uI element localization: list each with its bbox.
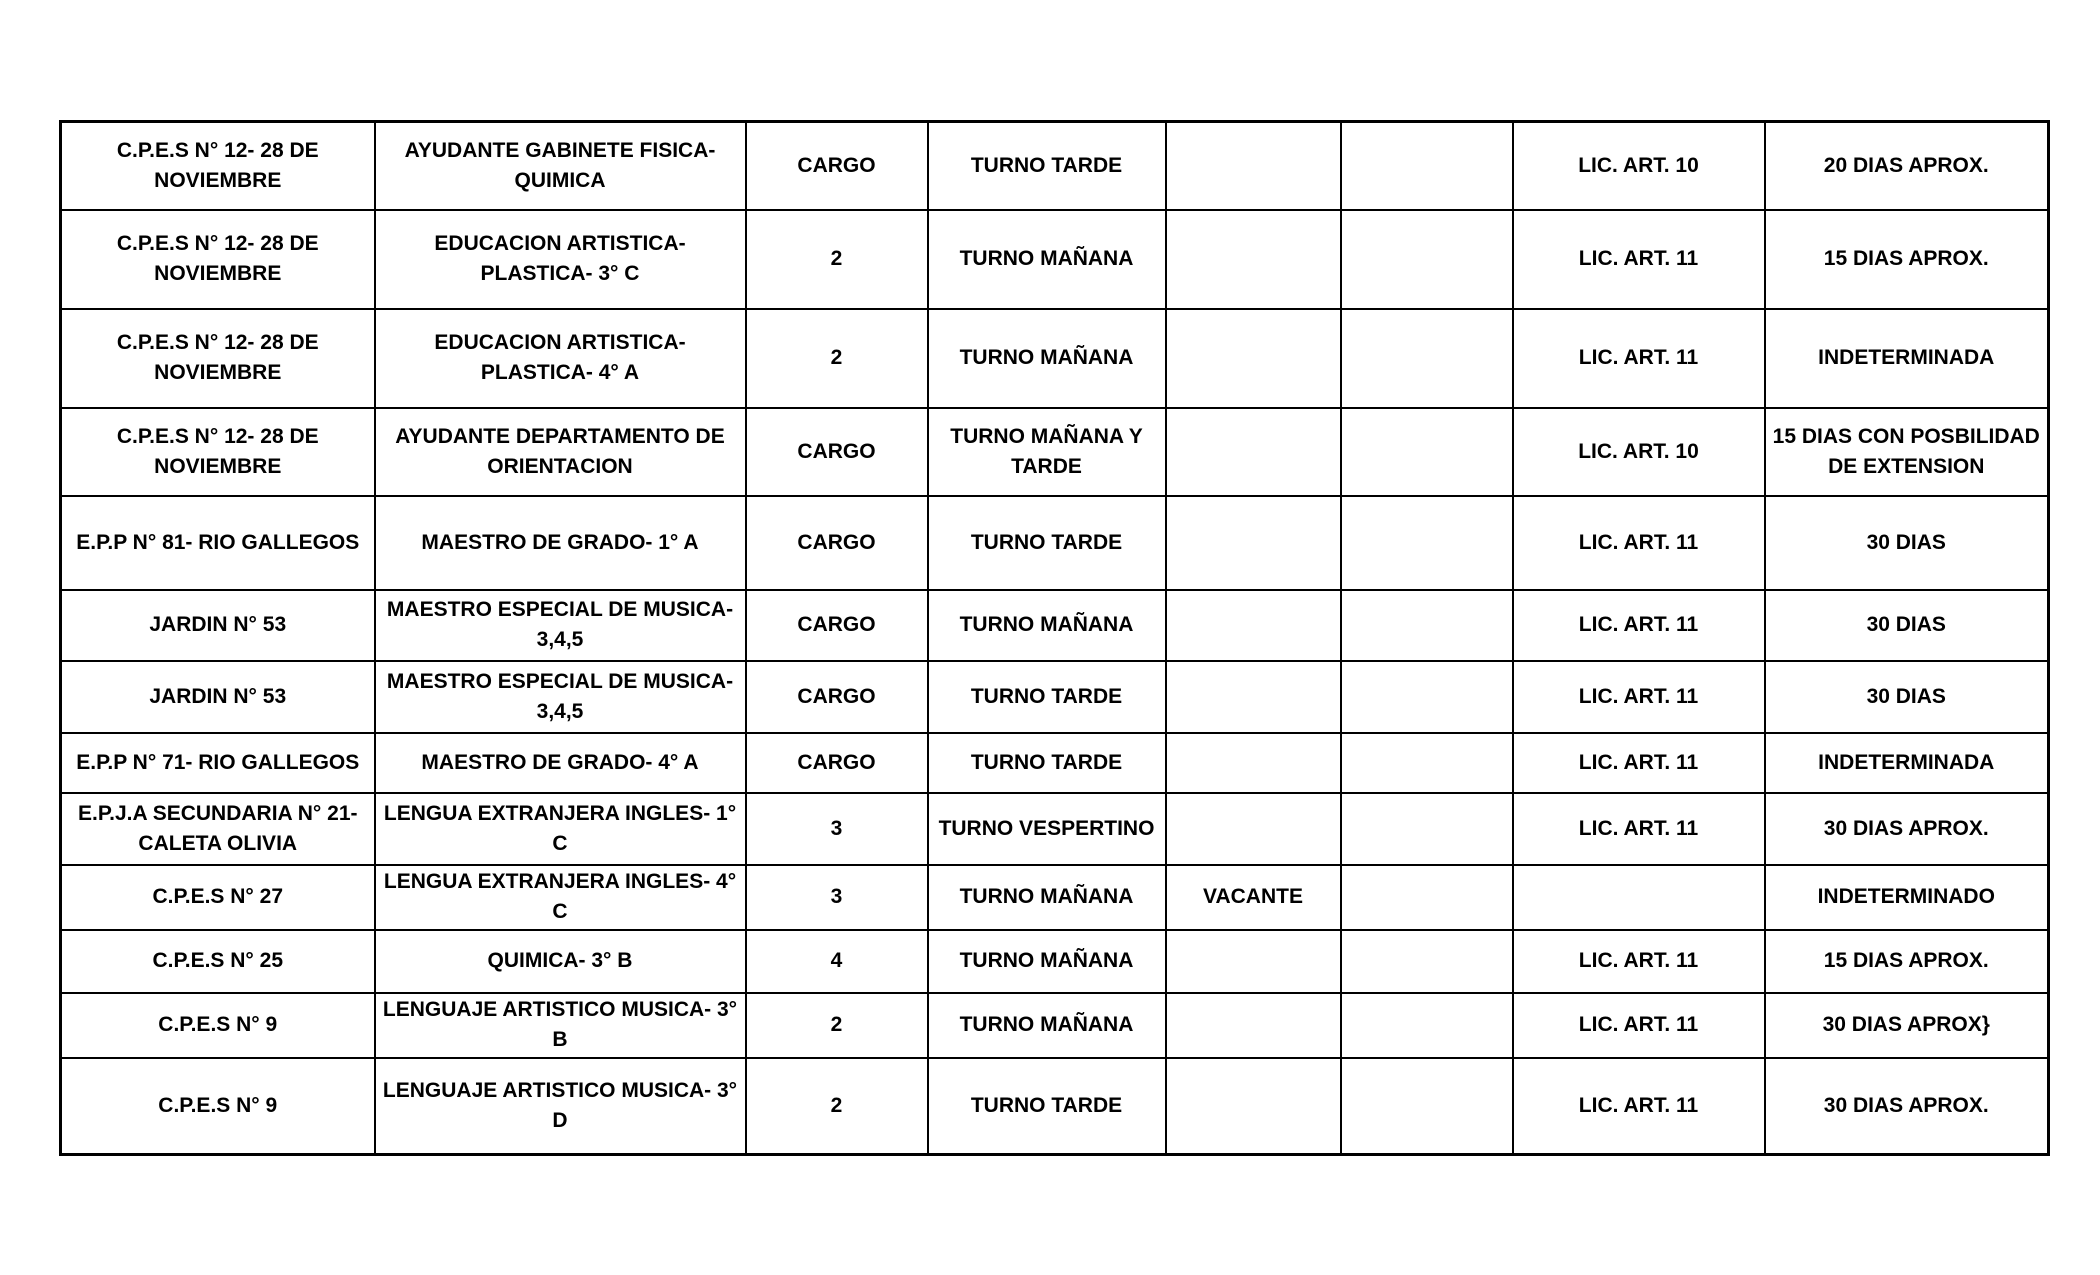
school-cell: C.P.E.S N° 12- 28 DE NOVIEMBRE — [61, 309, 375, 408]
license-cell: LIC. ART. 11 — [1513, 309, 1765, 408]
shift-cell: TURNO TARDE — [928, 733, 1166, 793]
duration-cell: INDETERMINADO — [1765, 865, 2049, 930]
license-cell — [1513, 865, 1765, 930]
license-cell: LIC. ART. 11 — [1513, 590, 1765, 661]
status-cell — [1166, 733, 1341, 793]
shift-cell: TURNO MAÑANA — [928, 865, 1166, 930]
table-row — [61, 993, 2049, 1058]
shift-cell: TURNO VESPERTINO — [928, 793, 1166, 865]
license-cell: LIC. ART. 10 — [1513, 122, 1765, 210]
subject-cell: MAESTRO ESPECIAL DE MUSICA- 3,4,5 — [375, 590, 746, 661]
vacancy-table — [59, 120, 2050, 1156]
license-cell: LIC. ART. 11 — [1513, 733, 1765, 793]
school-cell: C.P.E.S N° 12- 28 DE NOVIEMBRE — [61, 122, 375, 210]
hours-cell: CARGO — [746, 496, 928, 590]
license-cell: LIC. ART. 11 — [1513, 210, 1765, 309]
empty-cell — [1341, 733, 1513, 793]
shift-cell: TURNO MAÑANA Y TARDE — [928, 408, 1166, 496]
hours-cell: 3 — [746, 793, 928, 865]
table-row — [61, 793, 2049, 865]
hours-cell: 4 — [746, 930, 928, 993]
empty-cell — [1341, 993, 1513, 1058]
school-cell: E.P.J.A SECUNDARIA N° 21- CALETA OLIVIA — [61, 793, 375, 865]
hours-cell: 2 — [746, 210, 928, 309]
license-cell: LIC. ART. 11 — [1513, 793, 1765, 865]
table-row — [61, 122, 2049, 210]
status-cell — [1166, 408, 1341, 496]
subject-cell: LENGUAJE ARTISTICO MUSICA- 3° B — [375, 993, 746, 1058]
table-row — [61, 865, 2049, 930]
hours-cell: CARGO — [746, 733, 928, 793]
vacancy-table-body — [61, 122, 2049, 1155]
subject-cell: EDUCACION ARTISTICA- PLASTICA- 3° C — [375, 210, 746, 309]
school-cell: E.P.P N° 71- RIO GALLEGOS — [61, 733, 375, 793]
shift-cell: TURNO MAÑANA — [928, 590, 1166, 661]
empty-cell — [1341, 210, 1513, 309]
status-cell — [1166, 210, 1341, 309]
subject-cell: LENGUAJE ARTISTICO MUSICA- 3° D — [375, 1058, 746, 1155]
school-cell: C.P.E.S N° 12- 28 DE NOVIEMBRE — [61, 210, 375, 309]
hours-cell: CARGO — [746, 122, 928, 210]
school-cell: C.P.E.S N° 9 — [61, 993, 375, 1058]
table-row — [61, 661, 2049, 733]
duration-cell: 30 DIAS APROX. — [1765, 1058, 2049, 1155]
duration-cell: 30 DIAS — [1765, 496, 2049, 590]
table-row — [61, 930, 2049, 993]
license-cell: LIC. ART. 11 — [1513, 930, 1765, 993]
shift-cell: TURNO MAÑANA — [928, 309, 1166, 408]
subject-cell: QUIMICA- 3° B — [375, 930, 746, 993]
status-cell — [1166, 309, 1341, 408]
shift-cell: TURNO MAÑANA — [928, 930, 1166, 993]
duration-cell: 20 DIAS APROX. — [1765, 122, 2049, 210]
table-row — [61, 733, 2049, 793]
empty-cell — [1341, 1058, 1513, 1155]
status-cell — [1166, 496, 1341, 590]
empty-cell — [1341, 496, 1513, 590]
hours-cell: CARGO — [746, 408, 928, 496]
duration-cell: 15 DIAS APROX. — [1765, 930, 2049, 993]
table-row — [61, 496, 2049, 590]
shift-cell: TURNO MAÑANA — [928, 993, 1166, 1058]
school-cell: C.P.E.S N° 9 — [61, 1058, 375, 1155]
duration-cell: 15 DIAS CON POSBILIDAD DE EXTENSION — [1765, 408, 2049, 496]
hours-cell: 2 — [746, 993, 928, 1058]
hours-cell: CARGO — [746, 590, 928, 661]
status-cell — [1166, 590, 1341, 661]
duration-cell: 15 DIAS APROX. — [1765, 210, 2049, 309]
hours-cell: 2 — [746, 309, 928, 408]
empty-cell — [1341, 590, 1513, 661]
subject-cell: MAESTRO DE GRADO- 1° A — [375, 496, 746, 590]
hours-cell: 3 — [746, 865, 928, 930]
table-row — [61, 590, 2049, 661]
status-cell — [1166, 793, 1341, 865]
status-cell — [1166, 661, 1341, 733]
duration-cell: 30 DIAS APROX. — [1765, 793, 2049, 865]
subject-cell: LENGUA EXTRANJERA INGLES- 4° C — [375, 865, 746, 930]
status-cell — [1166, 930, 1341, 993]
license-cell: LIC. ART. 10 — [1513, 408, 1765, 496]
hours-cell: 2 — [746, 1058, 928, 1155]
hours-cell: CARGO — [746, 661, 928, 733]
license-cell: LIC. ART. 11 — [1513, 993, 1765, 1058]
subject-cell: EDUCACION ARTISTICA- PLASTICA- 4° A — [375, 309, 746, 408]
school-cell: E.P.P N° 81- RIO GALLEGOS — [61, 496, 375, 590]
shift-cell: TURNO MAÑANA — [928, 210, 1166, 309]
empty-cell — [1341, 309, 1513, 408]
subject-cell: LENGUA EXTRANJERA INGLES- 1° C — [375, 793, 746, 865]
empty-cell — [1341, 122, 1513, 210]
shift-cell: TURNO TARDE — [928, 1058, 1166, 1155]
duration-cell: INDETERMINADA — [1765, 733, 2049, 793]
empty-cell — [1341, 661, 1513, 733]
shift-cell: TURNO TARDE — [928, 496, 1166, 590]
school-cell: C.P.E.S N° 25 — [61, 930, 375, 993]
table-row — [61, 210, 2049, 309]
status-cell: VACANTE — [1166, 865, 1341, 930]
license-cell: LIC. ART. 11 — [1513, 1058, 1765, 1155]
subject-cell: AYUDANTE GABINETE FISICA-QUIMICA — [375, 122, 746, 210]
table-row — [61, 309, 2049, 408]
license-cell: LIC. ART. 11 — [1513, 496, 1765, 590]
shift-cell: TURNO TARDE — [928, 661, 1166, 733]
school-cell: JARDIN N° 53 — [61, 590, 375, 661]
school-cell: JARDIN N° 53 — [61, 661, 375, 733]
subject-cell: AYUDANTE DEPARTAMENTO DE ORIENTACION — [375, 408, 746, 496]
status-cell — [1166, 993, 1341, 1058]
empty-cell — [1341, 793, 1513, 865]
license-cell: LIC. ART. 11 — [1513, 661, 1765, 733]
shift-cell: TURNO TARDE — [928, 122, 1166, 210]
duration-cell: INDETERMINADA — [1765, 309, 2049, 408]
school-cell: C.P.E.S N° 27 — [61, 865, 375, 930]
subject-cell: MAESTRO ESPECIAL DE MUSICA- 3,4,5 — [375, 661, 746, 733]
subject-cell: MAESTRO DE GRADO- 4° A — [375, 733, 746, 793]
empty-cell — [1341, 408, 1513, 496]
school-cell: C.P.E.S N° 12- 28 DE NOVIEMBRE — [61, 408, 375, 496]
duration-cell: 30 DIAS — [1765, 590, 2049, 661]
duration-cell: 30 DIAS APROX} — [1765, 993, 2049, 1058]
empty-cell — [1341, 865, 1513, 930]
status-cell — [1166, 122, 1341, 210]
empty-cell — [1341, 930, 1513, 993]
table-row — [61, 1058, 2049, 1155]
status-cell — [1166, 1058, 1341, 1155]
duration-cell: 30 DIAS — [1765, 661, 2049, 733]
table-row — [61, 408, 2049, 496]
